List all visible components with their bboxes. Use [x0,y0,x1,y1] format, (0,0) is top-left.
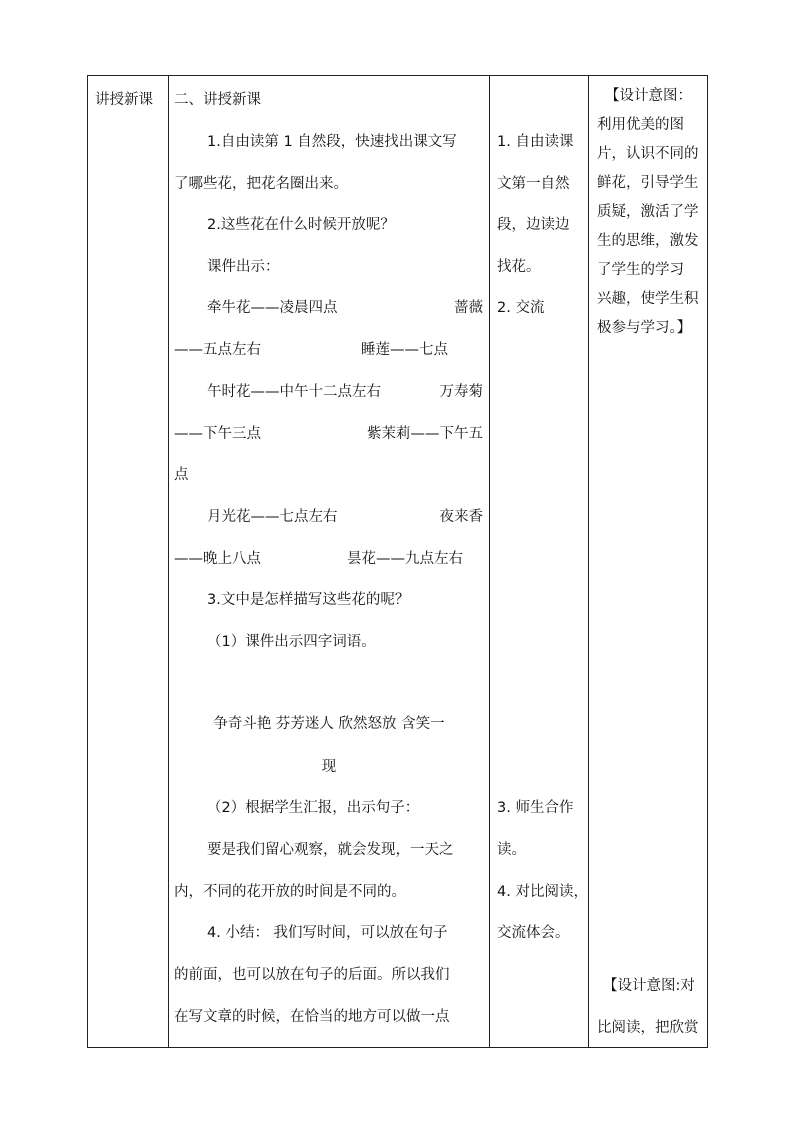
courseware-show: 课件出示： [207,259,280,275]
summary-line: 4. 小结： 我们写时间，可以放在句子 [207,925,448,941]
activity-line: 4. 对比阅读， [497,884,588,900]
lesson-plan-table [87,75,708,1048]
sentence-line: 内，不同的花开放的时间是不同的。 [174,884,406,900]
main-content-cell [169,76,490,1048]
activity-line: 段，边读边 [497,217,570,233]
design-intent-line: 兴趣，使学生积 [597,291,699,307]
flower-night-jasmine-time: ——晚上八点 [174,551,261,567]
design-intent-line: 了学生的学习 [597,262,684,278]
design-intent-line: 片，认识不同的 [597,146,699,162]
activity-line: 找花。 [497,259,541,275]
design-intent-line: 鲜花，引导学生 [597,175,699,191]
idioms-line-end: 现 [321,759,337,775]
flower-four-oclock-end: 点 [174,467,189,483]
main-heading: 二、讲授新课 [174,92,261,108]
step3: 3.文中是怎样描写这些花的呢？ [207,592,410,608]
design-intent-line: 生的思维，激发 [597,233,699,249]
step2: 2.这些花在什么时候开放呢？ [207,217,395,233]
summary-line: 的前面，也可以放在句子的后面。所以我们 [174,967,450,983]
activity-line: 交流体会。 [497,925,570,941]
activity-line: 2. 交流 [497,300,545,316]
activity-line: 读。 [497,842,526,858]
flower-rose-time: ——五点左右 [174,342,261,358]
idioms-line: 争奇斗艳 芬芳迷人 欣然怒放 含笑一 [213,716,445,732]
flower-rose-name: 蔷薇 [454,300,483,316]
design-intent-line: 比阅读，把欣赏 [597,1020,699,1036]
design-intent-line: 利用优美的图 [597,117,684,133]
flower-marigold-time: ——下午三点 [174,426,261,442]
section-label-cell [88,76,169,1048]
design-intent-line: 极参与学习。】 [597,320,692,336]
step3-1: （1）课件出示四字词语。 [207,634,376,650]
activity-line: 1. 自由读课 [497,134,574,150]
design-intent-line: 质疑，激活了学 [597,204,699,220]
flower-night-jasmine-name: 夜来香 [439,509,483,525]
table-row [88,76,708,1048]
design-intent-line: 【设计意图： [605,88,692,104]
design-intent-line: 【设计意图:对 [603,978,695,994]
flower-marigold-name: 万寿菊 [439,384,483,400]
step3-2: （2）根据学生汇报，出示句子： [207,800,420,816]
flower-water-lily: 睡莲——七点 [361,342,448,358]
flower-noon-flower: 午时花——中午十二点左右 [207,384,381,400]
section-label: 讲授新课 [95,92,153,108]
flower-moonflower: 月光花——七点左右 [207,509,338,525]
summary-line: 在写文章的时候，在恰当的地方可以做一点 [174,1009,450,1025]
activity-line: 文第一自然 [497,176,570,192]
sentence-line: 要是我们留心观察，就会发现，一天之 [207,842,454,858]
step1-line: 1.自由读第 1 自然段，快速找出课文写 [207,134,457,150]
flower-four-oclock: 紫茉莉——下午五 [367,426,483,442]
step1-line: 了哪些花，把花名圈出来。 [174,176,348,192]
flower-epiphyllum: 昙花——九点左右 [347,551,463,567]
activities-cell [490,76,589,1048]
flower-morning-glory: 牵牛花——凌晨四点 [207,300,338,316]
activity-line: 3. 师生合作 [497,800,574,816]
design-intent-cell [589,76,708,1048]
